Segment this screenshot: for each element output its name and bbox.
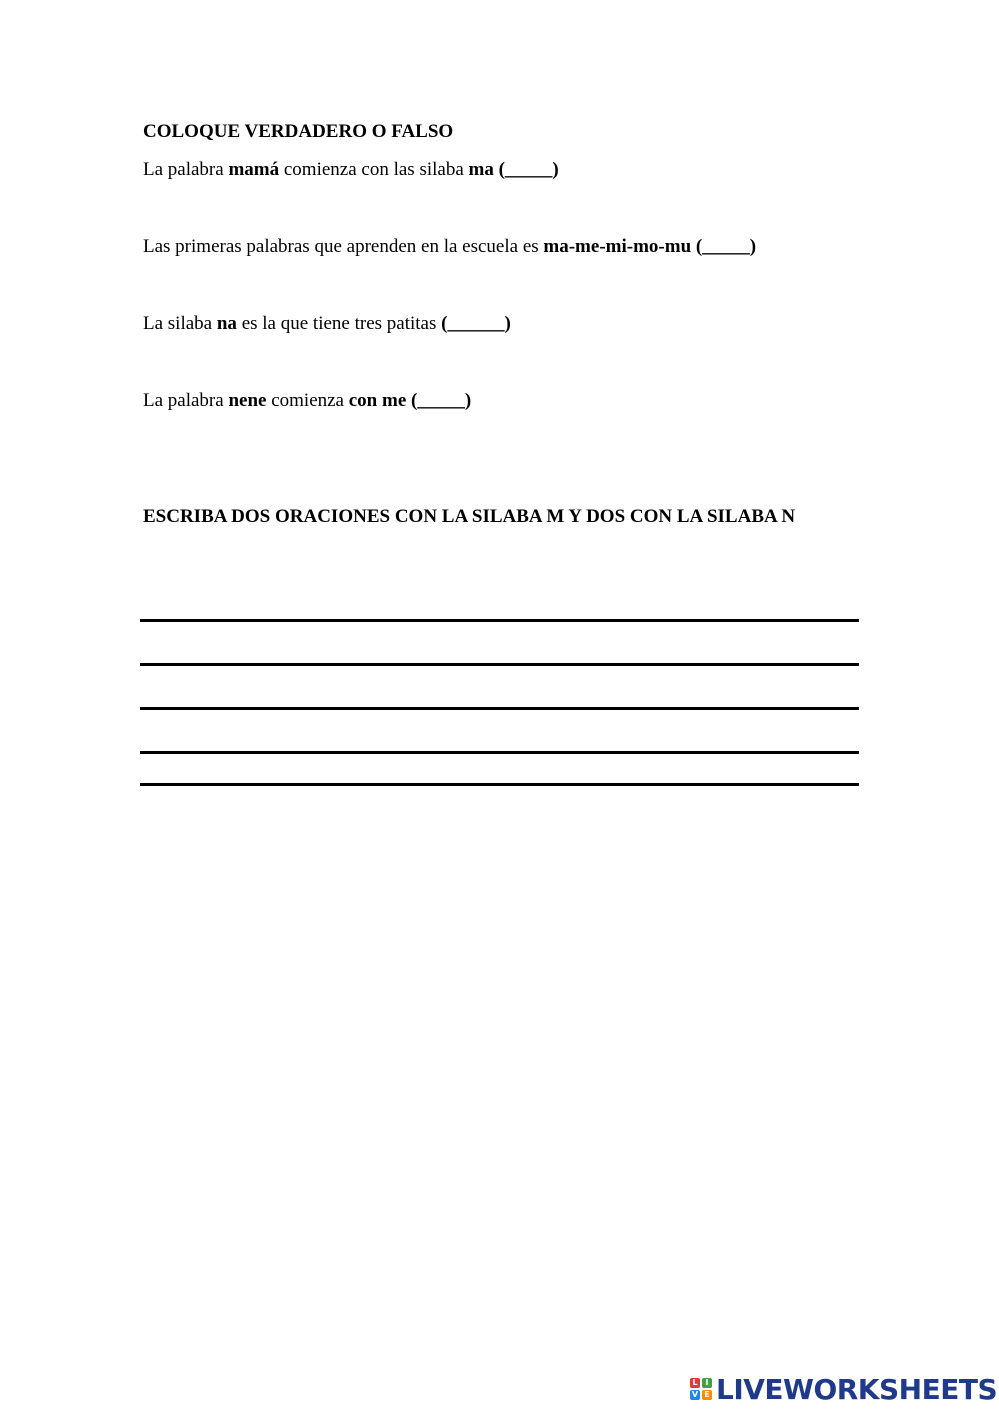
tf-item-4-keyword: nene (228, 390, 267, 411)
tf-item-1 (143, 159, 559, 181)
logo-block-e: E (702, 1390, 712, 1400)
writing-line[interactable] (140, 619, 859, 622)
tf-item-4-answer-blank[interactable]: con me (_____) (348, 390, 472, 411)
tf-item-4-part: La palabra (143, 390, 229, 411)
liveworksheets-logo (690, 1373, 997, 1405)
tf-item-2-answer-blank[interactable]: ma-me-mi-mo-mu (_____) (543, 236, 757, 257)
tf-item-3-part: La silaba (143, 313, 217, 334)
section1-heading: COLOQUE VERDADERO O FALSO (143, 121, 454, 142)
tf-item-4-part: comienza (266, 390, 349, 411)
tf-item-1-part: La palabra (143, 159, 229, 180)
writing-line[interactable] (140, 783, 859, 786)
tf-item-3-keyword: na (216, 313, 237, 334)
tf-item-3-answer-blank[interactable]: (______) (441, 313, 511, 334)
writing-line[interactable] (140, 707, 859, 710)
tf-item-1-answer-blank[interactable]: ma (_____) (468, 159, 559, 180)
section2-heading: ESCRIBA DOS ORACIONES CON LA SILABA M Y DOS CON LA SILABA N (143, 506, 796, 527)
logo-block-v: V (691, 1390, 699, 1399)
writing-line[interactable] (140, 663, 859, 666)
logo-text: LIVEWORKSHEETS (716, 1372, 998, 1406)
tf-item-1-part: comienza con las silaba (279, 159, 469, 180)
tf-item-4 (143, 390, 471, 412)
logo-block-i: I (702, 1378, 712, 1388)
logo-blocks-icon (690, 1378, 712, 1400)
tf-item-3 (143, 313, 511, 335)
tf-item-3-part: es la que tiene tres patitas (236, 313, 442, 334)
tf-item-1-keyword: mamá (228, 159, 280, 180)
writing-line[interactable] (140, 751, 859, 754)
tf-item-2-part: Las primeras palabras que aprenden en la escuela es (143, 236, 544, 257)
logo-block-l: L (690, 1378, 700, 1388)
tf-item-2 (143, 236, 756, 258)
